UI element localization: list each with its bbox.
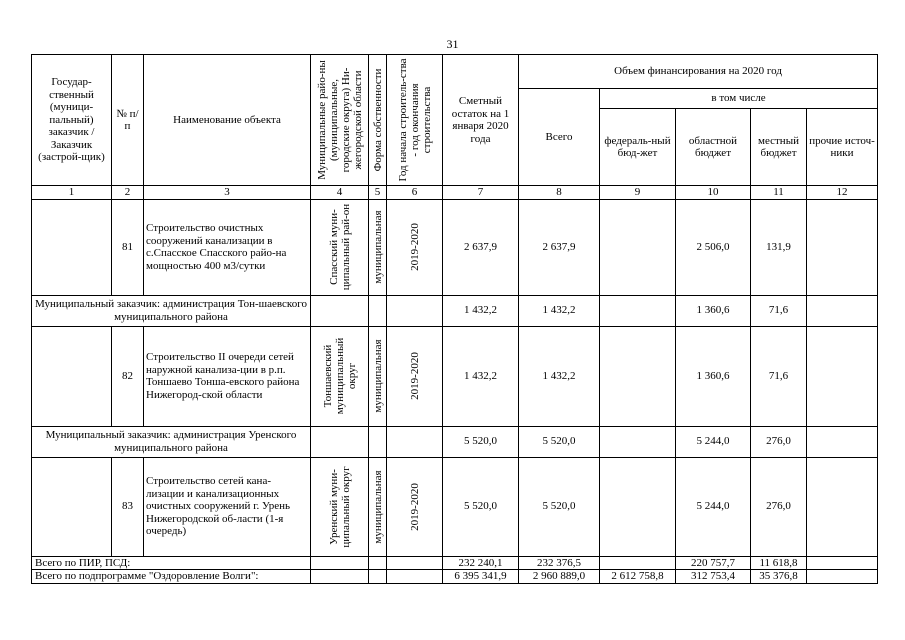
regional-value: 5 244,0 (676, 426, 751, 457)
district-name: Спасский муни-ципальный рай-он (327, 203, 352, 291)
column-number: 11 (751, 186, 807, 200)
table-row (32, 326, 878, 426)
construction-years: 2019-2020 (408, 223, 421, 271)
customer-title: Муниципальный заказчик: администрация Уренского муниципального района (32, 426, 311, 457)
header-years: Год начала строитель-ства - год окончания строительства (396, 58, 433, 182)
estimate-value: 1 432,2 (443, 326, 519, 426)
district-name: Уренский муни-ципальный округ (327, 465, 352, 548)
page-number: 31 (446, 37, 459, 51)
row-num: 82 (112, 326, 144, 426)
regional-value: 1 360,6 (676, 326, 751, 426)
row-num: 81 (112, 199, 144, 295)
local-value: 276,0 (751, 426, 807, 457)
header-regional: областной бюджет (676, 109, 751, 186)
estimate-value: 2 637,9 (443, 199, 519, 295)
header-district: Муниципальные райо-ны (муниципальные, городские округа) Ни-жегородской области (315, 60, 364, 180)
total-value: 1 432,2 (519, 295, 600, 326)
column-number: 5 (369, 186, 387, 200)
local-value: 131,9 (751, 199, 807, 295)
estimate-value: 1 432,2 (443, 295, 519, 326)
table-row (32, 199, 878, 295)
column-number: 3 (144, 186, 311, 200)
header-num: № п/п (112, 55, 144, 186)
table-row (32, 426, 878, 457)
header-total: Всего (519, 89, 600, 186)
district-name: Тоншаевский муниципальный округ (321, 337, 358, 415)
regional-value: 312 753,4 (676, 570, 751, 584)
estimate-value: 5 520,0 (443, 457, 519, 556)
table-row (32, 570, 878, 584)
regional-value: 1 360,6 (676, 295, 751, 326)
local-value: 276,0 (751, 457, 807, 556)
funding-table (31, 54, 878, 584)
table-row (32, 457, 878, 556)
local-value: 71,6 (751, 326, 807, 426)
column-number: 6 (387, 186, 443, 200)
header-customer: Государ-ственный (муници-пальный) заказчик / Заказчик (застрой-щик) (32, 55, 112, 186)
regional-value: 5 244,0 (676, 457, 751, 556)
header-local: местный бюджет (751, 109, 807, 186)
object-name: Строительство сетей кана-лизации и канализационных очистных сооружений г. Урень Нижегородской об-ласти (1-я очередь) (144, 457, 311, 556)
local-value: 71,6 (751, 295, 807, 326)
customer-title: Муниципальный заказчик: администрация Тон-шаевского муниципального района (32, 295, 311, 326)
ownership-form: муниципальная (371, 210, 384, 284)
total-value: 2 960 889,0 (519, 570, 600, 584)
row-num: 83 (112, 457, 144, 556)
estimate-value: 6 395 341,9 (443, 570, 519, 584)
regional-value: 2 506,0 (676, 199, 751, 295)
local-value: 35 376,8 (751, 570, 807, 584)
column-number: 10 (676, 186, 751, 200)
construction-years: 2019-2020 (408, 352, 421, 400)
object-name: Строительство очистных сооружений канализации в с.Спасское Спасского райо-на мощностью 400 м3/сутки (144, 199, 311, 295)
header-other: прочие источ-ники (807, 109, 878, 186)
total-volga-label: Всего по подпрограмме "Оздоровление Волги": (32, 570, 311, 584)
total-value: 5 520,0 (519, 426, 600, 457)
object-name: Строительство II очереди сетей наружной канализа-ции в р.п. Тоншаево Тонша-евского района Нижегород-ской области (144, 326, 311, 426)
local-value: 11 618,8 (751, 556, 807, 570)
federal-value: 2 612 758,8 (600, 570, 676, 584)
table-row (32, 556, 878, 570)
total-value: 232 376,5 (519, 556, 600, 570)
header-ownership: Форма собственности (371, 68, 384, 172)
column-number: 12 (807, 186, 878, 200)
estimate-value: 232 240,1 (443, 556, 519, 570)
column-number: 9 (600, 186, 676, 200)
total-value: 2 637,9 (519, 199, 600, 295)
column-number: 7 (443, 186, 519, 200)
total-value: 1 432,2 (519, 326, 600, 426)
total-pir-label: Всего по ПИР, ПСД: (32, 556, 311, 570)
header-estimate: Сметный остаток на 1 января 2020 года (443, 55, 519, 186)
regional-value: 220 757,7 (676, 556, 751, 570)
column-number: 1 (32, 186, 112, 200)
table-row (32, 295, 878, 326)
column-number: 2 (112, 186, 144, 200)
header-funding: Объем финансирования на 2020 год (519, 55, 878, 89)
construction-years: 2019-2020 (408, 482, 421, 531)
header-federal: федераль-ный бюд-жет (600, 109, 676, 186)
estimate-value: 5 520,0 (443, 426, 519, 457)
total-value: 5 520,0 (519, 457, 600, 556)
header-object-name: Наименование объекта (144, 55, 311, 186)
column-number: 4 (311, 186, 369, 200)
header-including: в том числе (600, 89, 878, 109)
ownership-form: муниципальная (371, 469, 384, 544)
column-number: 8 (519, 186, 600, 200)
ownership-form: муниципальная (371, 339, 384, 413)
